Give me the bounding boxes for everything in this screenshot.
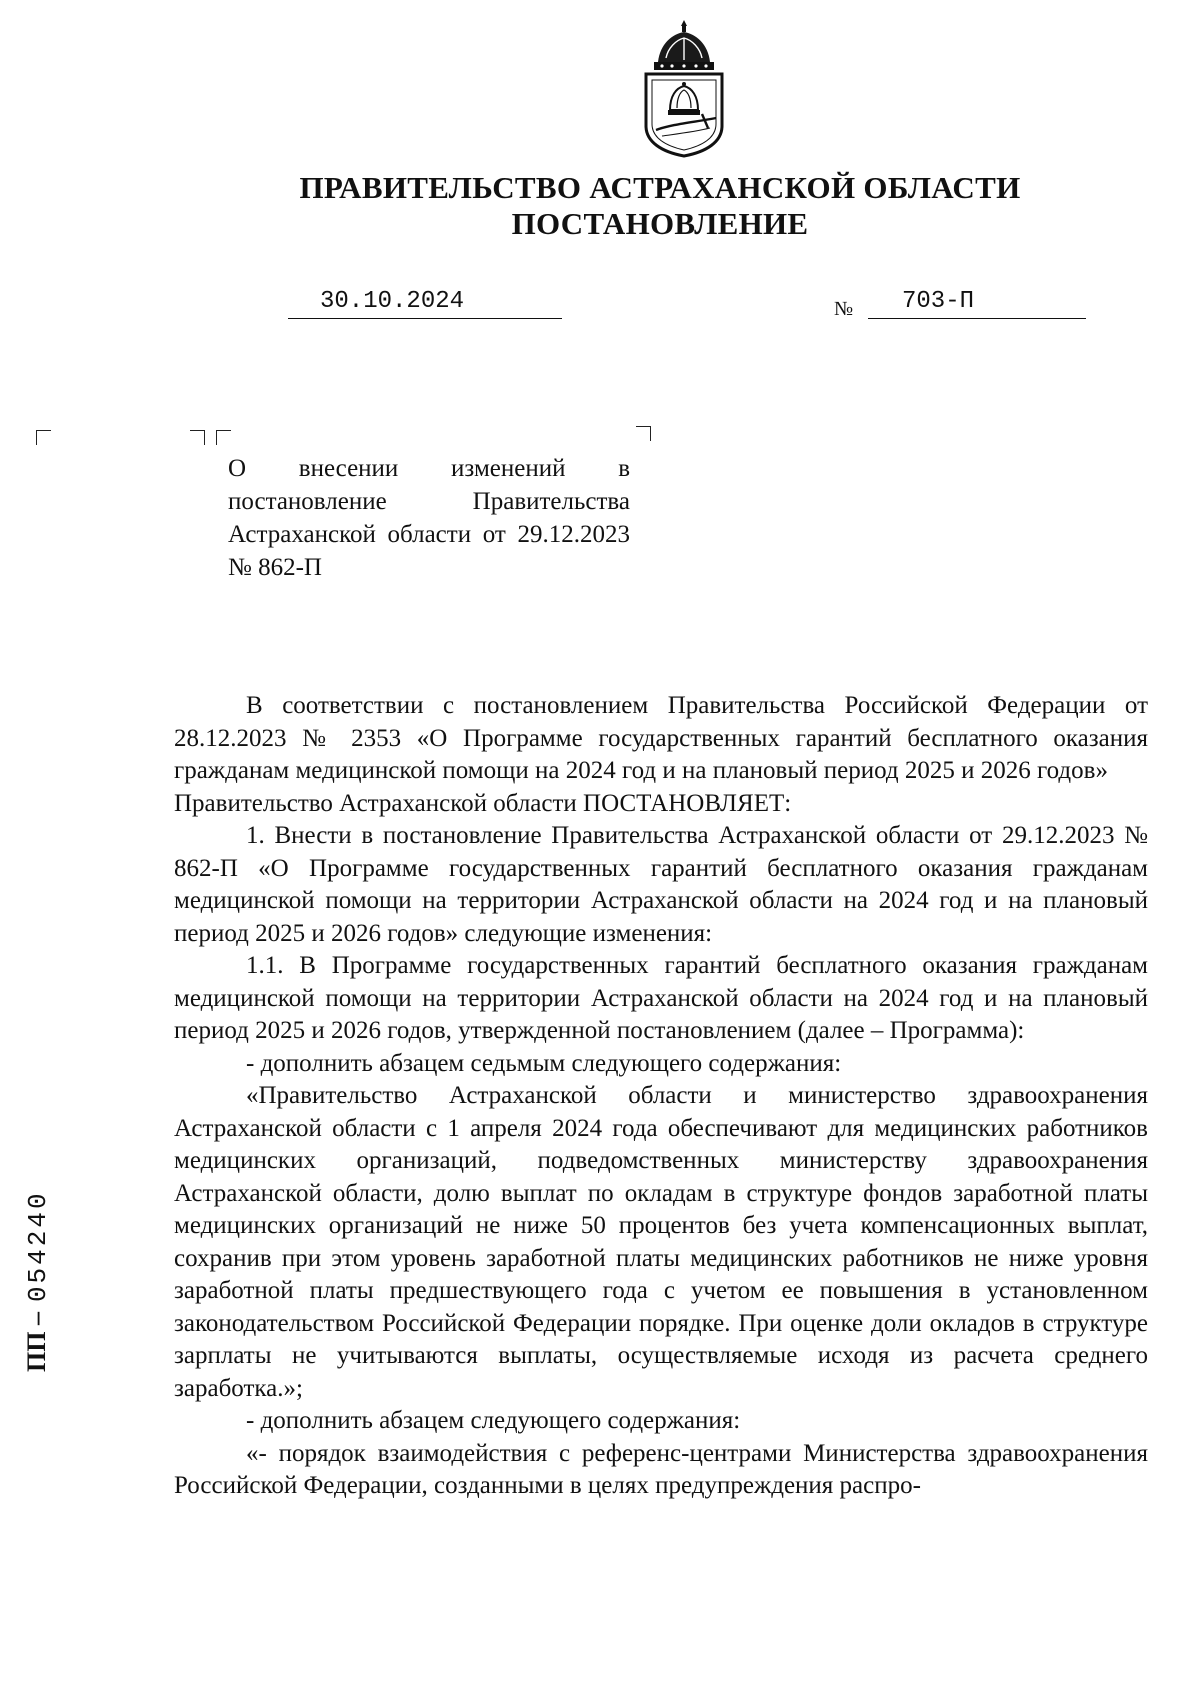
corner-mark bbox=[636, 426, 651, 441]
document-type-title: ПОСТАНОВЛЕНИЕ bbox=[511, 206, 809, 241]
amendment-intro-paragraph: - дополнить абзацем седьмым следующего содержания: bbox=[246, 1049, 842, 1077]
number-sign: № bbox=[834, 298, 854, 320]
date-underline bbox=[288, 318, 562, 319]
amendment-text-paragraph: «Правительство Астраханской области и министерство здравоохранения Астраханской области с 1 апреля 2024 года обеспечивают для медицинских работников медицинских организаций, подведомственных министерству здравоохранения Астраханской области, долю выплат по окладам в структуре фондов заработной платы медицинских организаций не ниже 50 процентов без учета компенсационных выплат, сохранив при этом уровень заработной платы медицинских работников не ниже уровня заработной платы предшествующего года с учетом ее повышения в установленном законодательством Российской Федерации порядке. При оценке доли окладов в структуре зарплаты не учитываются выплаты, осуществляемые исходя из расчета среднего заработка.»; bbox=[174, 1082, 1148, 1402]
serial-number: 054240 bbox=[23, 1190, 53, 1303]
document-number: 703-П bbox=[902, 288, 975, 315]
resolution-paragraph: Правительство Астраханской области ПОСТАНОВЛЯЕТ: bbox=[174, 789, 792, 817]
organization-title: ПРАВИТЕЛЬСТВО АСТРАХАНСКОЙ ОБЛАСТИ bbox=[299, 170, 1021, 205]
corner-mark bbox=[216, 430, 231, 445]
amendment-intro-paragraph: - дополнить абзацем следующего содержания: bbox=[246, 1407, 741, 1434]
coat-of-arms-emblem bbox=[636, 18, 732, 158]
item-1-paragraph: 1. Внести в постановление Правительства Астраханской области от 29.12.2023 № 862-П «О Программе государственных гарантий бесплатного оказания гражданам медицинской помощи на территории Астраханской области на 2024 год и на плановый период 2025 и 2026 годов» следующие изменения: bbox=[174, 822, 1148, 947]
preamble-paragraph: В соответствии с постановлением Правительства Российской Федерации от 28.12.2023 № 2353 «О Программе государственных гарантий бесплатного оказания гражданам медицинской помощи на 2024 год и на плановый период 2025 и 2026 годов» bbox=[174, 692, 1148, 784]
amendment-text-paragraph: «- порядок взаимодействия с референс-центрами Министерства здравоохранения Российской Федерации, созданными в целях предупреждения распро- bbox=[174, 1439, 1148, 1499]
corner-mark bbox=[36, 430, 51, 445]
number-underline bbox=[868, 318, 1086, 319]
document-date: 30.10.2024 bbox=[320, 288, 465, 315]
document-subject: О внесении изменений в постановление Правительства Астраханской области от 29.12.2023 № 862-П bbox=[228, 455, 630, 581]
corner-mark bbox=[190, 430, 205, 445]
margin-serial-code bbox=[22, 1072, 53, 1372]
serial-prefix: ПП – bbox=[22, 1312, 51, 1372]
document-body bbox=[174, 690, 1148, 1503]
item-1-1-paragraph: 1.1. В Программе государственных гарантий бесплатного оказания гражданам медицинской помощи на территории Астраханской области на 2024 год и на плановый период 2025 и 2026 годов, утвержденной постановлением (далее – Программа): bbox=[174, 952, 1148, 1044]
